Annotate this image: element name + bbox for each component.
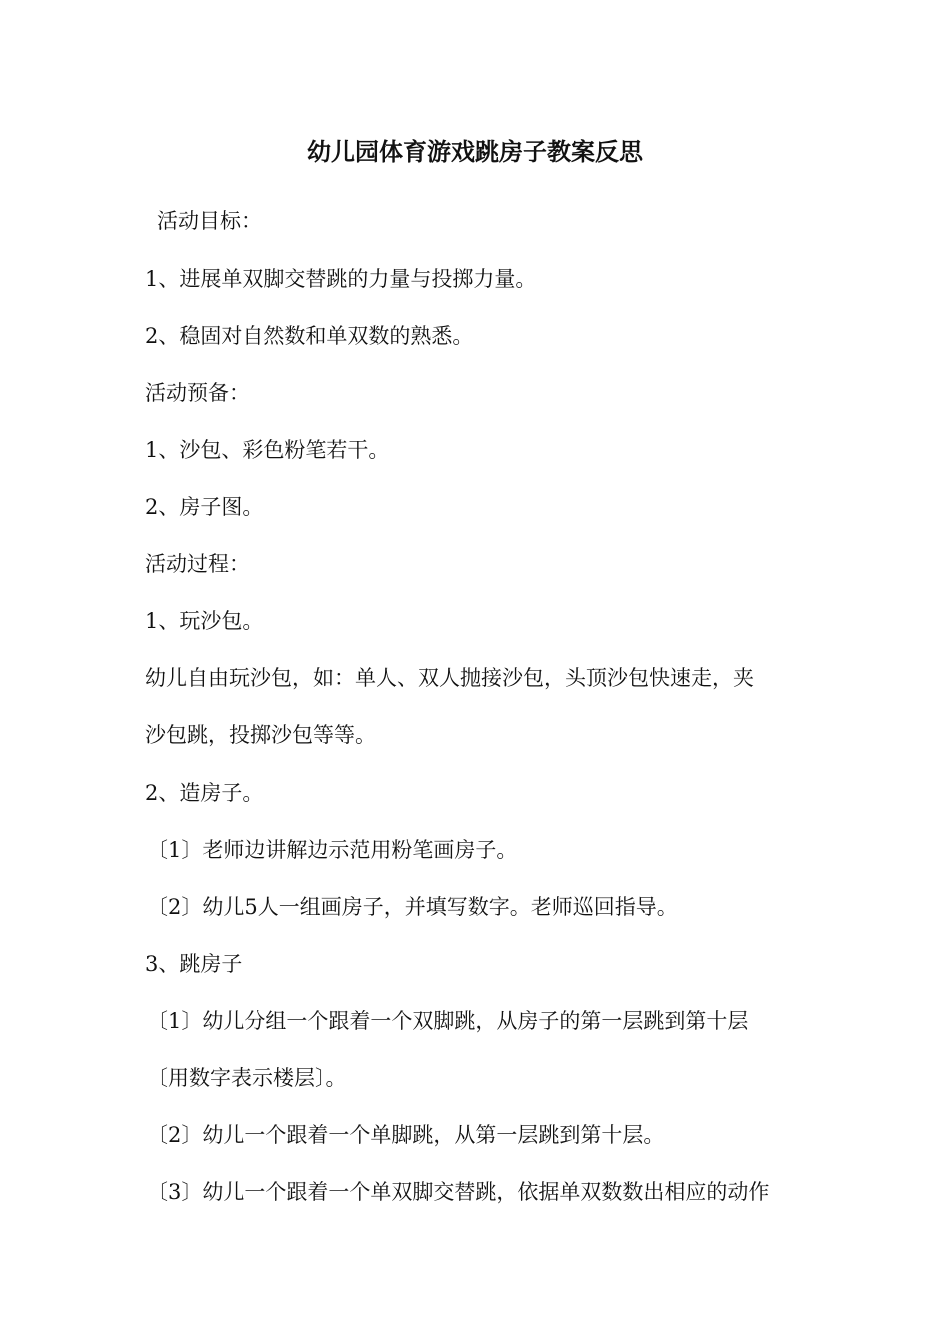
- section-heading-process: 活动过程：: [145, 552, 250, 576]
- paragraph-line: 幼儿自由玩沙包，如：单人、双人抛接沙包，头顶沙包快速走，夹: [145, 666, 754, 690]
- paragraph-line: 〔2〕幼儿5人一组画房子，并填写数字。老师巡回指导。: [147, 895, 678, 919]
- paragraph-line: 1、玩沙包。: [145, 609, 264, 633]
- paragraph-line: 2、稳固对自然数和单双数的熟悉。: [145, 324, 474, 348]
- paragraph-line: 〔2〕幼儿一个跟着一个单脚跳，从第一层跳到第十层。: [147, 1123, 665, 1147]
- paragraph-line: 〔1〕老师边讲解边示范用粉笔画房子。: [147, 838, 518, 862]
- paragraph-line: 2、房子图。: [145, 495, 264, 519]
- section-heading-goals: 活动目标：: [157, 209, 262, 233]
- paragraph-line: 2、造房子。: [145, 781, 264, 805]
- paragraph-line: 1、沙包、彩色粉笔若干。: [145, 438, 390, 462]
- document-title: 幼儿园体育游戏跳房子教案反思: [307, 137, 643, 166]
- paragraph-line: 〔用数字表示楼层〕。: [147, 1066, 347, 1090]
- paragraph-line: 〔1〕幼儿分组一个跟着一个双脚跳，从房子的第一层跳到第十层: [147, 1009, 749, 1033]
- section-heading-preparation: 活动预备：: [145, 381, 250, 405]
- paragraph-line: 〔3〕幼儿一个跟着一个单双脚交替跳，依据单双数数出相应的动作: [147, 1180, 770, 1204]
- paragraph-line: 3、跳房子: [145, 952, 243, 976]
- paragraph-line: 1、进展单双脚交替跳的力量与投掷力量。: [145, 267, 537, 291]
- paragraph-line: 沙包跳，投掷沙包等等。: [145, 723, 376, 747]
